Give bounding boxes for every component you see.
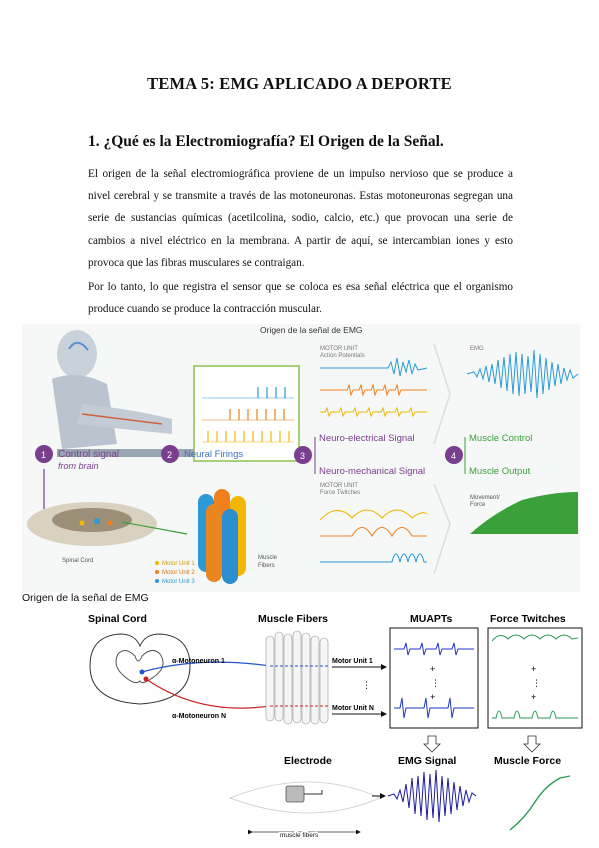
emg-origin-figure-2 [80,606,590,842]
paragraph-2: Por lo tanto, lo que registra el sensor que se coloca es esa señal eléctrica que el organismo produce cuando se produce la contracción muscular. [88,281,513,316]
movement-label: Movement/ [470,495,500,501]
muapt-plus-2: + [430,692,436,702]
motor-unit-ft-title: MOTOR UNIT [320,483,358,489]
muscle-fibers-heading: Muscle Fibers [258,613,329,625]
emg-label: EMG [470,346,484,352]
muscle-fibers-illustration [198,489,246,584]
muscle-label: Muscle [258,555,278,561]
neural-firings-box [194,366,299,461]
twitch-plus-1: + [531,664,537,674]
step-2-label: Neural Firings [184,449,244,460]
legend-motor-unit-3: Motor Unit 3 [162,579,195,585]
motoneuron-1-label: α-Motoneuron 1 [172,658,225,665]
step-3-number: 3 [300,451,306,461]
step-1-label: Control signal [58,449,120,460]
spinal-cord-heading: Spinal Cord [88,613,147,625]
figure-1-title: Origen de la señal de EMG [260,325,363,335]
electrode-sensor [286,786,304,802]
motor-unit-n-label: Motor Unit N [332,705,374,712]
motor-unit-ap-subtitle: Action Potentials [320,353,365,359]
twitch-dots: ⋮ [532,678,541,688]
figure-2-caption: Origen de la señal de EMG [22,592,149,604]
electrode-heading: Electrode [284,755,332,767]
muscle-fibers-axis-label: muscle fibers [280,832,319,839]
step-1-sublabel: from brain [58,461,99,471]
legend-motor-unit-2: Motor Unit 2 [162,570,195,576]
motor-unit-ft-subtitle: Force Twitches [320,490,361,496]
step-3-label-a: Neuro-electrical Signal [319,433,415,444]
document-title: TEMA 5: EMG APLICADO A DEPORTE [147,74,452,93]
ellipsis-dots: ⋮ [362,680,371,690]
step-1-number: 1 [41,450,47,460]
muscle-force-heading: Muscle Force [494,755,562,767]
fiber-bundle-drawing [266,631,328,724]
step-4-number: 4 [451,451,457,461]
force-twitches-heading: Force Twitches [490,613,566,625]
section-heading: 1. ¿Qué es la Electromiografía? El Origen de la Señal. [88,133,444,150]
emg-signal-heading: EMG Signal [398,755,457,767]
motor-unit-ap-title: MOTOR UNIT [320,346,358,352]
paragraph-1: El origen de la señal electromiográfica proviene de un impulso nervioso que se produce a nivel cerebral y se transmite a través de las motoneuronas. Estas motoneuronas segregan una serie de sustancias químicas (acetilcolina, sodio, calcio, etc.) que provocan una serie de cambios a nivel eléctrico en la membrana. A partir de aquí, se intercambian iones y esto provoca que las fibras musculares se contraigan. [88,168,513,269]
step-4-label-a: Muscle Control [469,433,533,444]
motor-unit-1-label: Motor Unit 1 [332,658,373,665]
muapts-heading: MUAPTs [410,613,453,625]
emg-origin-figure-1 [22,324,580,592]
fibers-label: Fibers [258,563,275,569]
spinal-cord-label: Spinal Cord [62,558,94,564]
step-2-number: 2 [167,450,173,460]
force-label: Force [470,502,486,508]
motoneuron-n-label: α-Motoneuron N [172,713,227,720]
step-3-label-b: Neuro-mechanical Signal [319,466,426,477]
muapt-dots: ⋮ [431,678,440,688]
step-4-label-b: Muscle Output [469,466,531,477]
motor-unit-legend [155,561,195,585]
muapt-plus-1: + [430,664,436,674]
twitch-plus-2: + [531,692,537,702]
legend-motor-unit-1: Motor Unit 1 [162,561,195,567]
